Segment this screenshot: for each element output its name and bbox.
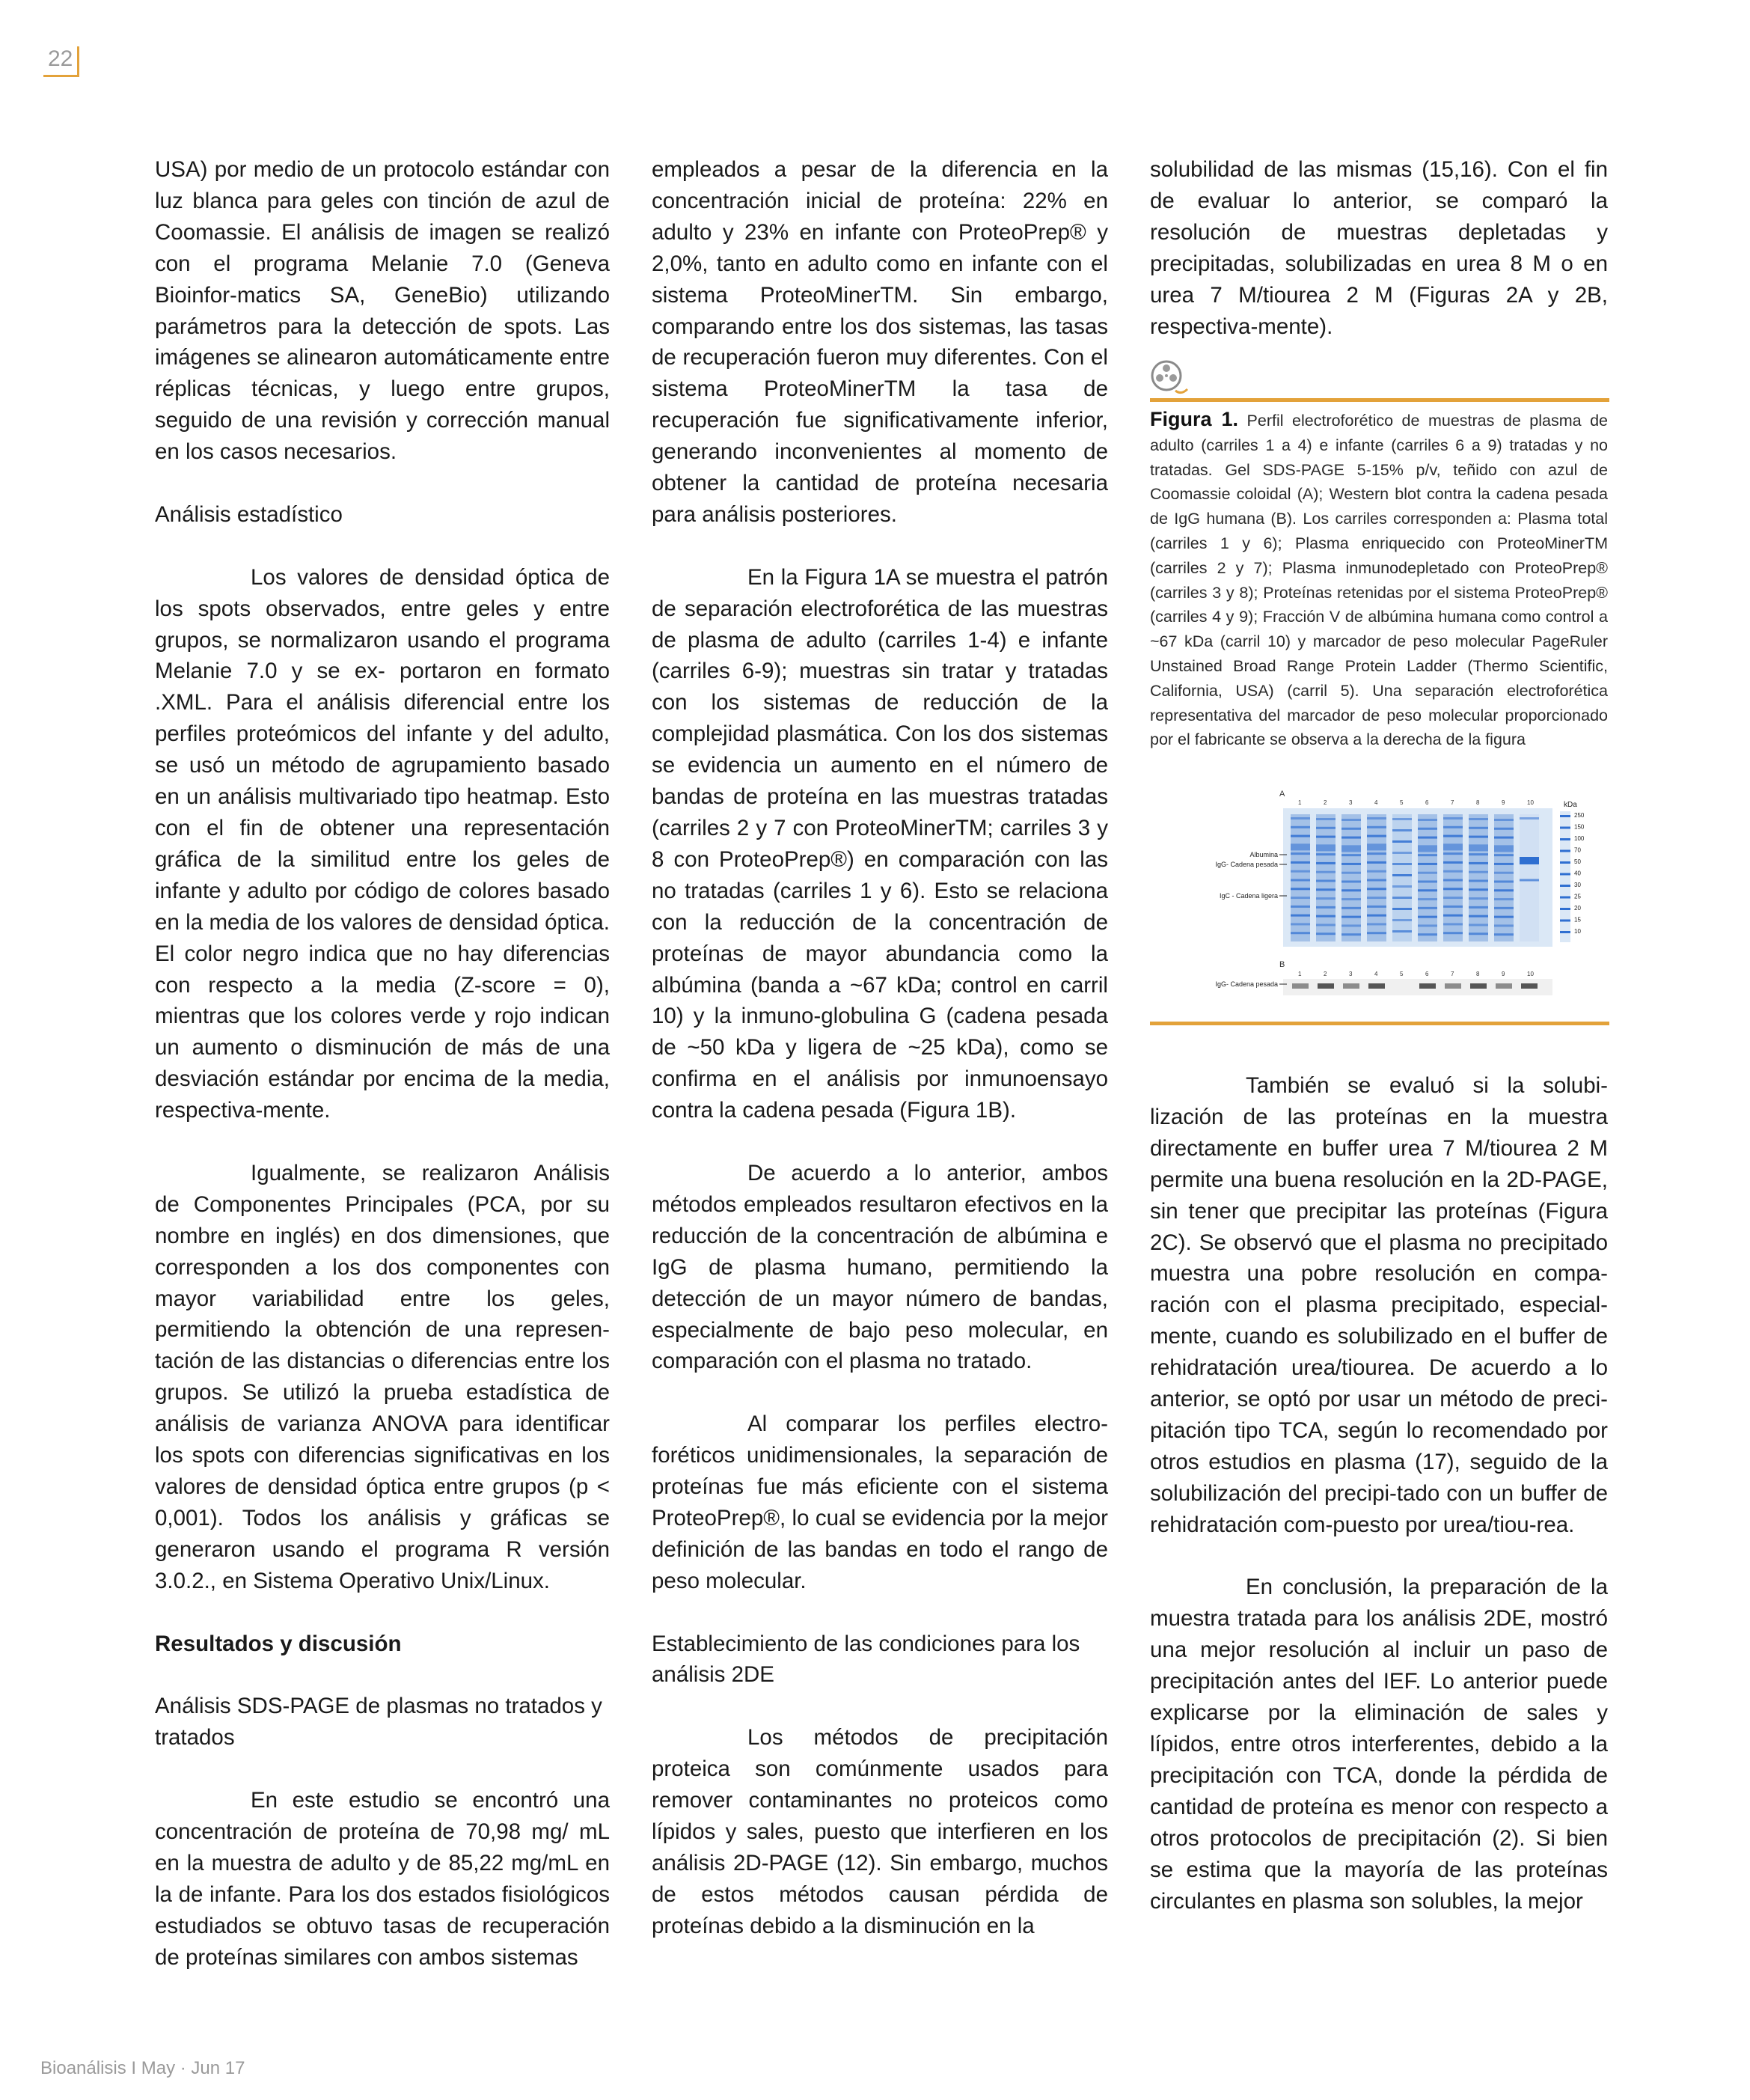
gel-band (1316, 924, 1336, 926)
gel-band (1443, 915, 1463, 917)
gel-band (1316, 906, 1336, 909)
gel-band (1443, 826, 1463, 828)
kda-tick-label: 100 (1574, 835, 1585, 842)
gel-band (1494, 924, 1514, 927)
lane-number-b: 1 (1298, 971, 1302, 977)
gel-band (1341, 881, 1361, 883)
gel-lane (1341, 814, 1361, 941)
section-heading-results: Resultados y discusión (155, 1631, 402, 1656)
lane-number-b: 4 (1374, 971, 1378, 977)
kda-band (1560, 873, 1570, 876)
column-2 (652, 154, 1108, 1973)
kda-band (1560, 931, 1570, 933)
gel-band (1494, 872, 1514, 874)
gel-band (1367, 932, 1386, 934)
gel-band (1316, 827, 1336, 829)
gel-band (1291, 826, 1310, 828)
gel-band (1443, 843, 1463, 850)
gel-band (1341, 933, 1361, 935)
gel-band (1367, 897, 1386, 899)
section-heading-statistics: Análisis estadístico (155, 501, 343, 527)
gel-image (1167, 786, 1601, 1010)
gel-band (1443, 897, 1463, 899)
column-3-top (1150, 154, 1608, 373)
western-blot-band (1368, 983, 1385, 989)
gel-band (1494, 863, 1514, 865)
gel-band (1469, 853, 1488, 855)
kda-tick-label: 40 (1574, 870, 1581, 877)
gel-band (1316, 853, 1336, 855)
gel-band (1316, 836, 1336, 838)
kda-band (1560, 861, 1570, 864)
gel-band (1392, 818, 1412, 820)
gel-lane (1494, 814, 1514, 941)
gel-band (1494, 845, 1514, 852)
gel-lane (1418, 814, 1437, 941)
lane-number: 2 (1324, 799, 1327, 806)
gel-band (1469, 915, 1488, 918)
gel-band-label: IgG- Cadena pesada (1215, 980, 1278, 988)
gel-band (1494, 889, 1514, 891)
gel-lane (1367, 814, 1386, 941)
gel-band (1316, 933, 1336, 935)
figure-caption (1150, 407, 1608, 752)
gel-band (1443, 835, 1463, 837)
gel-band (1469, 897, 1488, 900)
western-blot-band (1318, 983, 1334, 989)
gel-band (1469, 818, 1488, 820)
col1-paragraph-1: USA) por medio de un protocolo estándar con luz blanca para geles con tinción de azul de Coomassie. El análisis de imagen se realizó con el programa Melanie 7.0 (Geneva Bioinfor-matics SA, GeneBio) utilizando parámetros para la detección de spots. Las imágenes se alinearon automáticamente entre réplicas técnicas, y luego entre grupos, seguido de una revisión y corrección manual en los casos necesarios. (155, 157, 610, 465)
gel-band (1392, 930, 1412, 933)
kda-tick-label: 25 (1574, 893, 1581, 900)
kda-tick-label: 50 (1574, 858, 1581, 865)
gel-band (1341, 916, 1361, 918)
col3-paragraph-2: También se evaluó si la solubi-lización de las proteínas en la muestra directamente en buffer urea 7 M/tiourea 2 M permite una buena resolución en la 2D-PAGE, sin tener que precipitar las proteínas (Figura 2C). Se observó que el plasma no precipitado muestra una pobre resolución en compa-ración con el plasma precipitado, especial-mente, cuando es solubilizado en el buffer de rehidratación urea/tiourea. De acuerdo a lo anterior, se optó por usar un método de preci-pitación tipo TCA, según lo recomendado por otros estudios en plasma (17), seguido de la solubilización del precipi-tado con un buffer de rehidratación com-puesto por urea/tiou-rea. (1150, 1073, 1608, 1537)
gel-band (1291, 835, 1310, 837)
kda-band (1560, 920, 1570, 922)
gel-band (1418, 924, 1437, 927)
western-blot-band (1521, 983, 1538, 989)
gel-band (1367, 915, 1386, 917)
gel-band (1341, 845, 1361, 852)
kda-band (1560, 897, 1570, 899)
gel-band (1367, 852, 1386, 855)
col2-paragraph-4: Al comparar los perfiles electro-foréticos unidimensionales, la separación de proteínas fue más eficiente con el sistema ProteoPrep®, lo cual se evidencia por la mejor definición de las bandas en todo el rango de peso molecular. (652, 1411, 1108, 1593)
gel-band (1418, 889, 1437, 891)
kda-tick-label: 15 (1574, 916, 1581, 924)
col2-paragraph-2: En la Figura 1A se muestra el patrón de separación electroforética de las muestras de plasma de adulto (carriles 1-4) e infante (carriles 6-9); muestras sin tratar y tratadas con los sistemas de reducción de la complejidad plasmática. Con los dos sistemas se evidencia un aumento en el número de bandas de proteína en las muestras tratadas (carriles 2 y 7 con ProteoMinerTM; carriles 3 y 8 con ProteoPrep®) en comparación con las no tratadas (carriles 1 y 6). Esto se relaciona con la reducción de la concentración de proteínas de mayor abundancia como la albúmina (banda a ~67 kDa; control en carril 10) y la inmuno-globulina G (cadena pesada de ~50 kDa y ligera de ~25 kDa), como se confirma en el análisis por inmunoensayo contra la cadena pesada (Figura 1B). (652, 564, 1108, 1123)
gel-band (1367, 870, 1386, 873)
col2-paragraph-1: empleados a pesar de la diferencia en la concentración inicial de proteína: 22% en adulto y 23% en infante con ProteoPrep® y 2,0%, tanto en adulto como en infante con el sistema ProteoMinerTM. Sin embargo, comparando entre los dos sistemas, las tasas de recuperación fueron muy diferentes. Con el sistema ProteoMinerTM la tasa de recuperación fue significativamente inferior, generando inconvenientes al momento de obtener la cantidad de proteína necesaria para análisis posteriores. (652, 157, 1108, 527)
lane-number: 3 (1349, 799, 1353, 806)
gel-band (1291, 897, 1310, 899)
gel-band (1494, 837, 1514, 839)
gel-band-label: IgG- Cadena pesada (1215, 861, 1278, 868)
gel-band (1367, 843, 1386, 850)
lane-number-b: 5 (1400, 971, 1404, 977)
gel-band (1392, 908, 1412, 910)
gel-band (1341, 819, 1361, 821)
gel-band (1341, 837, 1361, 839)
lane-number: 4 (1374, 799, 1378, 806)
gel-band (1392, 840, 1412, 843)
gel-band (1367, 906, 1386, 908)
gel-band (1291, 870, 1310, 873)
gel-band-label: Albumina (1249, 851, 1278, 858)
lane-number: 1 (1298, 799, 1302, 806)
western-blot-band (1470, 983, 1487, 989)
lane-number-b: 10 (1527, 971, 1534, 977)
gel-band (1520, 817, 1539, 819)
gel-band (1291, 843, 1310, 850)
kda-band (1560, 827, 1570, 829)
gel-band (1418, 863, 1437, 865)
col2-paragraph-3: De acuerdo a lo anterior, ambos métodos empleados resultaron efectivos en la reducción de la concentración de albúmina e IgG de plasma humano, permitiendo la detección de un mayor número de bandas, especialmente de bajo peso molecular, en comparación con el plasma no tratado. (652, 1160, 1108, 1374)
gel-band (1316, 862, 1336, 864)
figure-bottom-rule (1150, 1022, 1609, 1025)
lane-number-b: 3 (1349, 971, 1353, 977)
col3-paragraph-3: En conclusión, la preparación de la muestra tratada para los análisis 2DE, mostró una mejor resolución al incluir un paso de precipitación antes del IEF. Lo anterior puede explicarse por la eliminación de sales y lípidos, entre otros interferentes, debido a la precipitación con TCA, donde la pérdida de cantidad de proteína es menor con respecto a otros protocolos de precipitación (2). Si bien se estima que la mayoría de las proteínas circulantes en plasma son solubles, la mejor (1150, 1575, 1608, 1914)
gel-band (1341, 889, 1361, 891)
gel-band (1392, 885, 1412, 888)
gel-band (1367, 835, 1386, 837)
gel-band (1469, 871, 1488, 873)
western-blot-band (1445, 983, 1461, 989)
western-blot-band (1292, 983, 1309, 989)
gel-band (1367, 888, 1386, 890)
gel-band (1316, 888, 1336, 891)
gel-band (1341, 898, 1361, 900)
kda-title: kDa (1564, 801, 1577, 809)
western-blot-band (1343, 983, 1359, 989)
lane-number: 5 (1400, 799, 1404, 806)
gel-band (1418, 828, 1437, 830)
gel-band-albumin (1520, 857, 1539, 864)
kda-tick-label: 70 (1574, 846, 1581, 854)
gel-band (1469, 880, 1488, 882)
gel-band (1291, 852, 1310, 855)
lane-number-b: 8 (1476, 971, 1480, 977)
gel-band (1392, 829, 1412, 831)
lane-number-b: 6 (1425, 971, 1429, 977)
gel-band (1443, 923, 1463, 925)
page-number: 22 (43, 46, 79, 77)
kda-band (1560, 838, 1570, 840)
gel-band (1469, 836, 1488, 838)
gel-band (1494, 854, 1514, 856)
gel-band (1520, 879, 1539, 882)
gel-band (1418, 837, 1437, 839)
gel-band (1443, 870, 1463, 873)
gel-band (1418, 854, 1437, 856)
gel-band (1469, 862, 1488, 864)
gel-band-label: IgC - Cadena ligera (1219, 892, 1278, 900)
column-3-bottom (1150, 1070, 1608, 1948)
lane-number: 10 (1527, 799, 1534, 806)
gel-band (1418, 872, 1437, 874)
gel-band (1316, 897, 1336, 900)
gel-band (1392, 874, 1412, 876)
gel-band (1367, 879, 1386, 882)
gel-band (1367, 923, 1386, 925)
lane-number: 7 (1451, 799, 1454, 806)
col1-paragraph-2: Los valores de densidad óptica de los spots observados, entre geles y entre grupos, se normalizaron usando el programa Melanie 7.0 y se ex- portaron en formato .XML. Para el análisis diferencial entre los perfiles proteómicos del infante y del adulto, se usó un método de agrupamiento basado en un análisis multivariado tipo heatmap. Esto con el fin de obtener una representación gráfica de la similitud entre los geles de infante y adulto por código de colores basado en la media de los valores de densidad óptica. El color negro indica que no hay diferencias con respecto a la media (Z-score = 0), mientras que los colores verde y rojo indican un aumento o disminución de más de una desviación estándar por encima de la media, respectiva-mente. (155, 564, 610, 1123)
kda-tick-label: 250 (1574, 812, 1585, 819)
gel-band (1418, 898, 1437, 900)
gel-band (1443, 879, 1463, 882)
gel-band (1418, 916, 1437, 918)
gel-band (1367, 826, 1386, 828)
footer-journal: Bioanálisis I May · Jun 17 (40, 2058, 245, 2078)
col1-paragraph-3: Igualmente, se realizaron Análisis de Componentes Principales (PCA, por su nombre en inglés) en dos dimensiones, que corresponden a los dos componentes con mayor variabilidad entre los geles, permitiendo la obtención de una represen-tación de las distancias o diferencias entre los grupos. Se utilizó la prueba estadística de análisis de varianza ANOVA para identificar los spots con diferencias significativas en los valores de densidad óptica entre grupos (p < 0,001). Todos los análisis y gráficas se generaron usando el programa R versión 3.0.2., en Sistema Operativo Unix/Linux. (155, 1160, 610, 1593)
gel-band (1418, 845, 1437, 852)
gel-band (1443, 906, 1463, 908)
gel-band (1443, 888, 1463, 890)
gel-band (1316, 915, 1336, 918)
subsection-heading-2de: Establecimiento de las condiciones para los análisis 2DE (652, 1631, 1080, 1688)
western-blot-band (1496, 983, 1512, 989)
gel-lane (1443, 814, 1463, 941)
lane-number: 8 (1476, 799, 1480, 806)
gel-band (1341, 924, 1361, 927)
lane-number-b: 7 (1451, 971, 1454, 977)
western-blot-band (1419, 983, 1436, 989)
gel-band (1341, 863, 1361, 865)
gel-band (1469, 888, 1488, 891)
column-1 (155, 154, 610, 2004)
gel-band (1316, 844, 1336, 851)
gel-lane (1520, 814, 1539, 941)
lane-number-b: 2 (1324, 971, 1327, 977)
gel-band (1494, 907, 1514, 909)
gel-band (1469, 933, 1488, 935)
gel-band (1494, 898, 1514, 900)
gel-band (1291, 879, 1310, 882)
gel-band (1291, 817, 1310, 819)
gel-band (1341, 872, 1361, 874)
film-reel-icon (1150, 359, 1195, 397)
kda-tick-label: 20 (1574, 905, 1581, 912)
gel-band (1443, 817, 1463, 819)
figure-label: Figura 1. (1150, 408, 1239, 430)
kda-tick-label: 10 (1574, 928, 1581, 935)
gel-band (1443, 861, 1463, 864)
gel-band (1316, 818, 1336, 820)
gel-band (1291, 923, 1310, 925)
gel-band (1367, 861, 1386, 864)
gel-panel-b-label: B (1279, 960, 1285, 969)
gel-band (1469, 827, 1488, 829)
lane-number: 6 (1425, 799, 1429, 806)
gel-panel-a-label: A (1279, 790, 1285, 799)
gel-band (1367, 817, 1386, 819)
gel-band (1494, 916, 1514, 918)
gel-band (1469, 924, 1488, 926)
gel-band (1392, 852, 1412, 854)
gel-band (1316, 871, 1336, 873)
gel-band (1494, 819, 1514, 821)
col1-paragraph-4: En este estudio se encontró una concentración de proteína de 70,98 mg/ mL en la muestra de adulto y de 85,22 mg/mL en la de infante. Para los dos estados fisiológicos estudiados se obtuvo tasas de recuperación de proteínas similares con ambos sistemas (155, 1788, 610, 1970)
gel-band (1291, 906, 1310, 908)
lane-number-b: 9 (1502, 971, 1505, 977)
kda-band (1560, 850, 1570, 852)
gel-band (1418, 933, 1437, 935)
gel-band (1494, 828, 1514, 830)
gel-band (1469, 844, 1488, 851)
figure-top-rule (1150, 398, 1609, 402)
gel-band (1291, 861, 1310, 864)
gel-lane (1291, 814, 1310, 941)
figure-caption-text: Perfil electroforético de muestras de plasma de adulto (carriles 1 a 4) e infante (carriles 6 a 9) tratadas y no tratadas. Gel SDS-PAGE 5-15% p/v, teñido con azul de Coomassie coloidal (A); Western blot contra la cadena pesada de IgG humana (B). Los carriles corresponden a: Plasma total (carriles 1 y 6); Plasma enriquecido con ProteoMinerTM (carriles 2 y 7); Plasma inmunodepletado con ProteoPrep® (carriles 3 y 8); Proteínas retenidas por el sistema ProteoPrep® (carriles 4 y 9); Fracción V de albúmina humana como control a ~67 kDa (carril 10) y marcador de peso molecular PageRuler Unstained Broad Range Protein Ladder (Thermo Scientific, California, USA) (carril 5). Una separación electroforética representativa del marcador de peso molecular proporcionado por el fabricante se observa a la derecha de la figura (1150, 412, 1608, 749)
kda-ladder-lane (1560, 811, 1570, 942)
lane-number: 9 (1502, 799, 1505, 806)
kda-band (1560, 815, 1570, 817)
gel-band (1392, 919, 1412, 921)
gel-band (1443, 932, 1463, 934)
gel-band (1392, 863, 1412, 865)
gel-band (1494, 881, 1514, 883)
kda-tick-label: 150 (1574, 823, 1585, 831)
gel-band (1418, 819, 1437, 821)
gel-band (1418, 907, 1437, 909)
gel-band (1443, 852, 1463, 855)
col3-paragraph-1: solubilidad de las mismas (15,16). Con el fin de evaluar lo anterior, se comparó la resolución de muestras depletadas y precipitadas, solubilizadas en urea 8 M o en urea 7 M/tiourea 2 M (Figuras 2A y 2B, respectiva-mente). (1150, 157, 1608, 339)
subsection-heading-sds-page: Análisis SDS-PAGE de plasmas no tratados y tratados (155, 1694, 602, 1750)
gel-lane (1469, 814, 1488, 941)
gel-band (1341, 907, 1361, 909)
gel-lane (1392, 814, 1412, 941)
kda-tick-label: 30 (1574, 882, 1581, 888)
kda-band (1560, 885, 1570, 887)
kda-band (1560, 908, 1570, 910)
gel-band (1341, 828, 1361, 830)
col2-paragraph-5: Los métodos de precipitación proteica son comúnmente usados para remover contaminantes no proteicos como lípidos y sales, puesto que interfieren en los análisis 2D-PAGE (12). Sin embargo, muchos de estos métodos causan pérdida de proteínas debido a la disminución en la (652, 1725, 1108, 1938)
gel-band (1316, 880, 1336, 882)
gel-band (1392, 897, 1412, 899)
gel-band (1341, 854, 1361, 856)
gel-lane (1316, 814, 1336, 941)
gel-band (1494, 933, 1514, 935)
gel-band (1418, 881, 1437, 883)
gel-band (1291, 888, 1310, 890)
gel-band (1291, 932, 1310, 934)
gel-band (1469, 906, 1488, 909)
gel-band (1291, 915, 1310, 917)
